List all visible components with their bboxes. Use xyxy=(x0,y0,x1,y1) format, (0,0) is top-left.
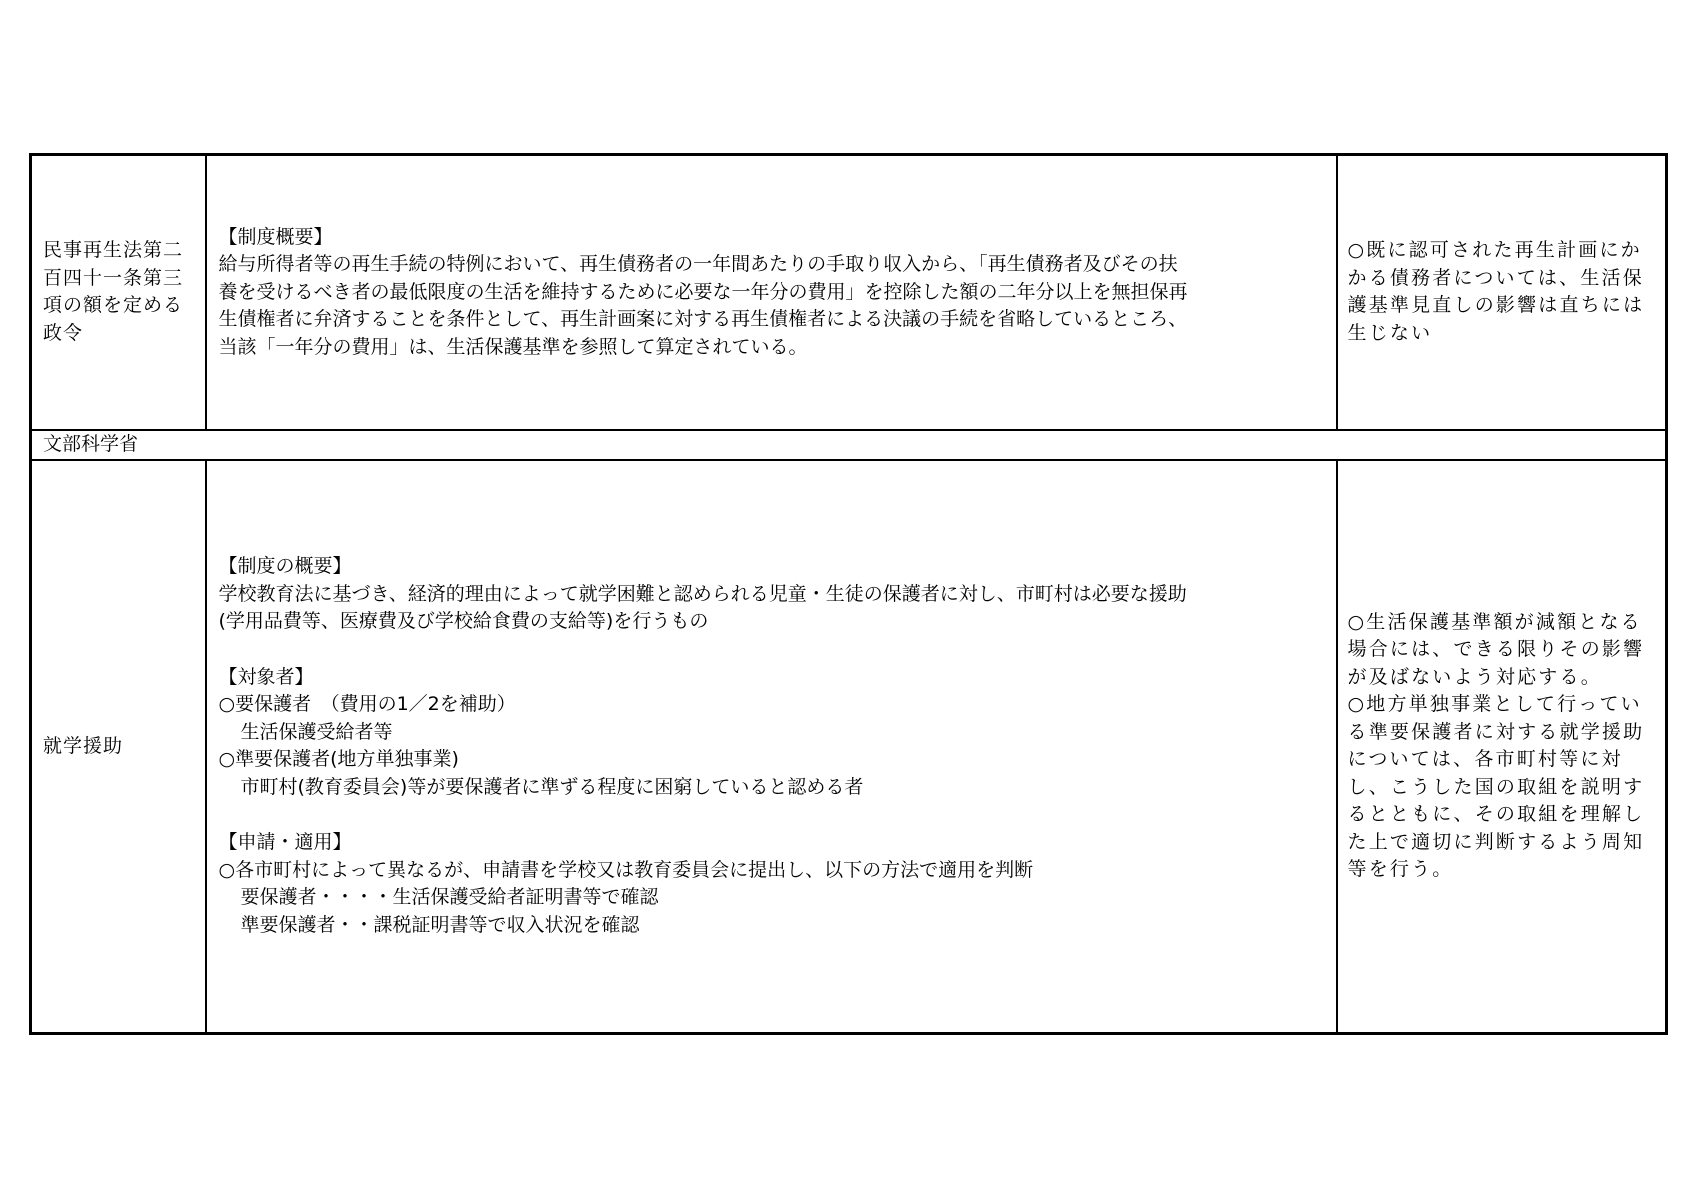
system-name-cell: 民事再生法第二百四十一条第三項の額を定める政令 xyxy=(31,155,206,430)
description-line: 養を受けるべき者の最低限度の生活を維持するために必要な一年分の費用」を控除した額の二年分以上を無担保再 xyxy=(218,280,1188,303)
description-line: 当該「一年分の費用」は、生活保護基準を参照して算定されている。 xyxy=(218,335,808,358)
description-line: (学用品費等、医療費及び学校給食費の支給等)を行うもの xyxy=(218,610,709,633)
apply-heading: 【申請・適用】 xyxy=(218,831,352,854)
impact-paragraph: ○地方単独事業として行っている準要保護者に対する就学援助については、各市町村等に対し、こうした国の取組を説明するとともに、その取組を理解した上で適切に判断するよう周知等を行う。 xyxy=(1347,693,1645,881)
impact-paragraph: ○生活保護基準額が減額となる場合には、できる限りその影響が及ばないよう対応する。 xyxy=(1347,610,1645,688)
target-heading: 【対象者】 xyxy=(218,665,314,688)
description-line: 生債権者に弁済することを条件として、再生計画案に対する再生債権者による決議の手続を省略しているところ、 xyxy=(218,308,1188,330)
system-description-cell xyxy=(206,460,1337,1034)
system-name-cell: 就学援助 xyxy=(31,460,206,1034)
description-line: ○要保護者 （費用の1／2を補助） xyxy=(218,693,516,716)
impact-cell xyxy=(1337,460,1667,1034)
ministry-row xyxy=(31,430,1667,460)
description-line: 生活保護受給者等 xyxy=(240,720,393,743)
impact-cell: ○既に認可された再生計画にかかる債務者については、生活保護基準見直しの影響は直ちには生じない xyxy=(1337,155,1667,430)
description-line: ○各市町村によって異なるが、申請書を学校又は教育委員会に提出し、以下の方法で適用を判断 xyxy=(218,858,1034,881)
system-description-cell xyxy=(206,155,1337,430)
description-line: 学校教育法に基づき、経済的理由によって就学困難と認められる児童・生徒の保護者に対し、市町村は必要な援助 xyxy=(218,582,1187,605)
description-line: 給与所得者等の再生手続の特例において、再生債務者の一年間あたりの手取り収入から、「再生債務者及びその扶 xyxy=(218,253,1178,275)
description-heading: 【制度概要】 xyxy=(218,225,333,248)
description-line: 要保護者・・・・生活保護受給者証明書等で確認 xyxy=(240,886,659,909)
table-row xyxy=(31,155,1667,430)
spacer xyxy=(219,636,1328,664)
description-line: 準要保護者・・課税証明書等で収入状況を確認 xyxy=(240,913,640,936)
policy-table xyxy=(29,153,1668,1035)
description-line: 市町村(教育委員会)等が要保護者に準ずる程度に困窮していると認める者 xyxy=(240,775,864,798)
table-row xyxy=(31,460,1667,1034)
description-line: ○準要保護者(地方単独事業) xyxy=(218,748,459,771)
ministry-header: 文部科学省 xyxy=(31,430,1667,460)
overview-heading: 【制度の概要】 xyxy=(218,555,352,578)
spacer xyxy=(219,801,1328,829)
